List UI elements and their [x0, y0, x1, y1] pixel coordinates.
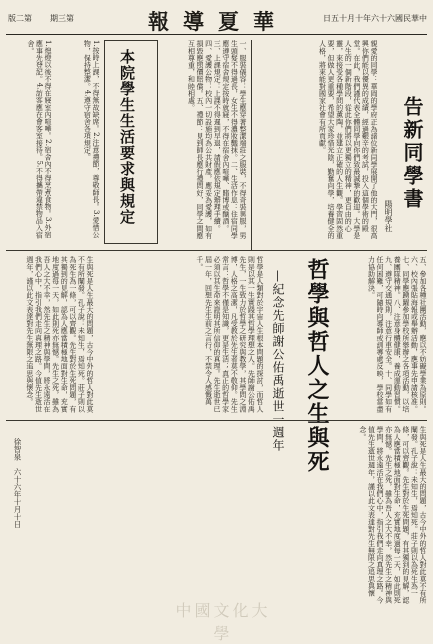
notice-author: 陽明學社: [384, 200, 393, 232]
page-label: 版二第: [8, 14, 32, 23]
philosophy-body-upper: 哲學是人類對於宇宙人生根本問題的探討，而哲人則是以其一生實踐其哲學理想之人。先師謝公佑禹先生，一生致力於哲學之研究與教學，其學問之淵博，人格之高潔，凡受教於先生者莫不敬仰。先生常言：哲學不僅是知識，更是生活；真正的哲學家必須以其生命來證明其所信仰的真理。先生逝世已屆一年，回想先生生前之言行，不禁令人感慨萬千。: [195, 256, 264, 413]
paper-title: 報導夏華: [148, 9, 288, 34]
right-column-body: 五、參加各種社團活動，應以不妨礙學業為原則。六、校內張貼海報或舉辦活動，應事先申請核准。七、同學應踴躍參加學校所舉辦之各項活動，以培養團隊精神。八、注意身體健康，養成運動習慣。九、遵守交通規則，注意行車安全。十、同學如有任何困難，可隨時向導師或訓導處反映，學校當盡力協助解決。: [367, 256, 427, 413]
rules-title-box: [104, 40, 158, 244]
archive-watermark: 中國文化大學: [175, 601, 271, 643]
philosophy-subtitle: —紀念先師謝公佑禹逝世一週年: [271, 270, 285, 452]
masthead: [6, 4, 427, 35]
rules-list-a: 1.按時上課，不得無故缺席。2.注意禮節，尊敬師長。3.愛惜公物，保持整潔。4.遵守宿舍各項規定。: [83, 40, 100, 239]
notice-title: 告新同學書: [400, 96, 424, 211]
column-divider: [251, 40, 252, 250]
section-divider-lower: [6, 420, 427, 421]
philosophy-body-side: 生與死是人生最大的問題，古今中外的哲人對此莫不有所闡發。孔子說：未知生，焉知死。莊子則以為死生為一條，可以齊觀。先生對於生死問題，有其獨到的見解，認為人應當積極地面對生命，充實地度過每一天，如此則死亦無憾。先生之死，雖為吾人之大不幸，然先生之精神與學問，將永遠活在我們心中，指引我們走向真理之路。今值先生逝世週年，謹以此文表達對先生無限之追思與懷念。: [25, 256, 94, 413]
philosophy-author: 徐智泉 六十六年十月十日: [13, 438, 22, 528]
rules-title: 本院學生生活要求與規定: [118, 49, 136, 225]
philosophy-body-lower: 生與死是人生最大的問題，古今中外的哲人對此莫不有所闡發。孔子說：未知生，焉知死。莊子則以為死生為一條，可以齊觀。先生對於生死問題，有其獨到的見解，認為人應當積極地面對生命，充實地度過每一天，如此則死亦無憾。先生之死，雖為吾人之大不幸，然先生之精神與學問，將永遠活在我們心中，指引我們走向真理之路。今值先生逝世週年，謹以此文表達對先生無限之追思與懷念。: [358, 426, 427, 604]
section-divider: [6, 250, 427, 251]
notice-body: 親愛的同學：華岡的學府正為諸位新同學展開了他的大門，很高興你們能以優異的成績，經過艱辛的考試，投入這個學術的殿堂。在此，我們謹代表全體同學向你們致最誠摯的歡迎。大學是人生的一個新階段，從此你們將以更獨立的精神，更自由的心靈，來接受各種學問的薰陶，並建立正確的人生觀。學習固然重要，但做人更重要，希望大家珍惜光陰，勤奮向學，培養健全的人格，將來能對國家社會有所貢獻。: [318, 40, 378, 239]
philosophy-title: 哲學與哲人之生與死: [304, 258, 330, 474]
rules-body: 一、服裝儀容：學生應穿著整潔端莊之服裝，不得奇裝異服，男生頭髮不得過長，女生不得濃妝豔抹。二、生活作息：住宿同學應遵守宿舍規定按時就寢，不得在宿舍內喧嘩、賭博或酗酒。三、上課規定：上課不得遲到早退，請假應依規定辦理手續。四、愛護公物：校內一切設施均為公共財產，應妥為愛護，如有損毀應照價賠償。五、禮節：見到師長應行禮問好，同學之間應互相尊重，和睦相處。: [187, 40, 247, 239]
issue-label: 期三第: [50, 14, 74, 23]
date-line: 日五十月十年六十六國民華中: [323, 14, 427, 23]
rules-list-b: 1.熄燈以後不得在寢室內喧嘩。2.宿舍內不得烹煮食物。3.外宿應事先登記。4.訪客應在會客室接待。5.不得攜帶違禁物品入宿舍。: [26, 40, 52, 239]
